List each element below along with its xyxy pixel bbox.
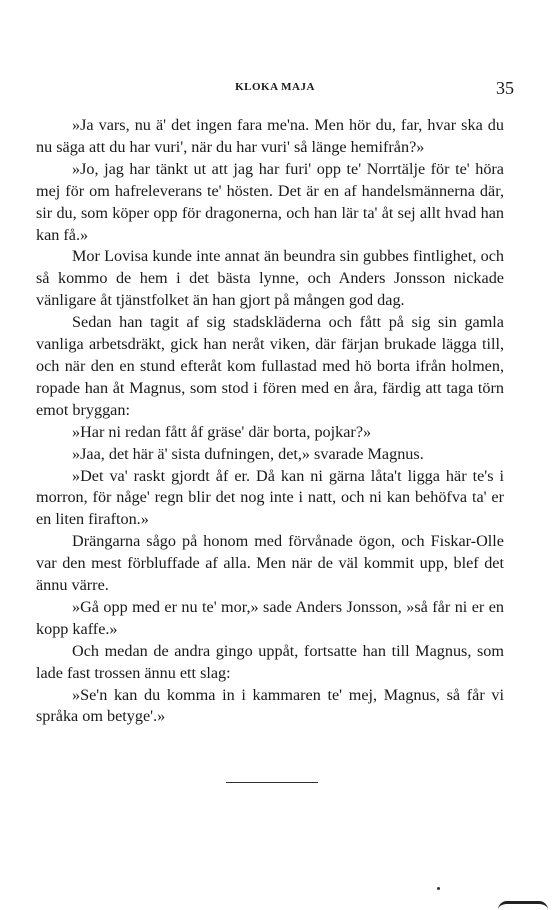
paragraph: »Jo, jag har tänkt ut att jag har furi' opp te' Norrtälje för te' höra mej för om hafreleverans te' hösten. Det är en af handelsmännerna där, sir du, som köper opp för dragonerna, och han lär ta' åt sej allt hvad han kan få.»	[36, 159, 504, 244]
body-text	[36, 115, 504, 728]
paragraph: »Det va' raskt gjordt åf er. Då kan ni gärna låta't ligga här te's i morron, för någe' regn blir det nog inte i natt, och ni kan behöfva ta' er en liten firafton.»	[36, 466, 504, 529]
paragraph: »Ja vars, nu ä' det ingen fara me'na. Men hör du, far, hvar ska du nu säga att du har vuri', när du har vuri' så länge hemifrån?»	[36, 116, 504, 156]
paragraph: »Har ni redan fått åf gräse' där borta, pojkar?»	[72, 422, 372, 441]
paragraph: Drängarna sågo på honom med förvånade ögon, och Fiskar-Olle var den mest förbluffade af alla. Men när de väl kommit upp, blef det ännu värre.	[36, 532, 504, 595]
running-title: KLOKA MAJA	[235, 81, 315, 93]
print-speck	[437, 887, 440, 890]
section-end-rule	[226, 782, 318, 783]
paragraph: Mor Lovisa kunde inte annat än beundra sin gubbes fintlighet, och så kommo de hem i det bästa lynne, och Anders Jonsson nickade vänligare åt tjänstfolket än han gjort på mången god dag.	[36, 247, 504, 310]
page-edge-mark	[498, 901, 548, 910]
running-head	[36, 78, 514, 98]
page-number: 35	[496, 78, 514, 98]
paragraph: »Gå opp med er nu te' mor,» sade Anders Jonsson, »så får ni er en kopp kaffe.»	[36, 597, 504, 638]
paragraph: »Se'n kan du komma in i kammaren te' mej, Magnus, så får vi språka om betyge'.»	[36, 685, 504, 726]
paragraph: Sedan han tagit af sig stadskläderna och fått på sig sin gamla vanliga arbetsdräkt, gick han neråt viken, där färjan brukade lägga till, och när den en stund efteråt kom fullastad med hö borta ifrån holmen, ropade han åt Magnus, som stod i fören med en åra, färdig att taga törn emot bryggan:	[36, 313, 504, 419]
paragraph: »Jaa, det här ä' sista dufningen, det,» svarade Magnus.	[72, 444, 424, 463]
paragraph: Och medan de andra gingo uppåt, fortsatte han till Magnus, som lade fast trossen ännu ett slag:	[36, 641, 504, 682]
